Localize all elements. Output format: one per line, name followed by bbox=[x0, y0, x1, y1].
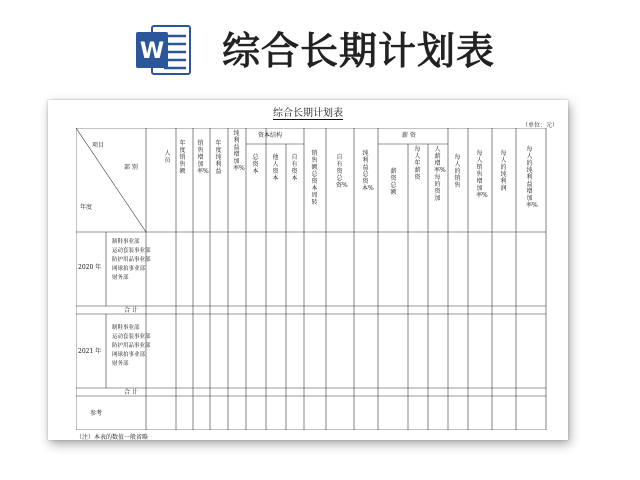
col-sales-growth-rate: 销售增加率% bbox=[197, 140, 209, 175]
list-item: 制鞋事业部 bbox=[112, 239, 140, 245]
word-icon bbox=[136, 24, 192, 76]
col-other-capital: 他人资本 bbox=[272, 154, 279, 182]
col-sales-growth-per-capita: 每人销售增加率% bbox=[476, 150, 488, 199]
col-total-salary: 薪资总额 bbox=[390, 168, 397, 196]
plan-table bbox=[76, 128, 566, 430]
total-label-2021: 合 计 bbox=[124, 389, 138, 396]
list-item: 网球拍事业部 bbox=[112, 266, 146, 272]
list-item: 制鞋事业部 bbox=[112, 325, 140, 331]
col-net-profit-growth-rate: 纯利益增加率% bbox=[233, 130, 245, 172]
col-own-capital: 自有资本 bbox=[291, 154, 298, 182]
list-item: 财务部 bbox=[112, 361, 129, 367]
department-header: 部 别 bbox=[124, 164, 138, 171]
list-item: 防护用品事业部 bbox=[112, 257, 151, 263]
dept-list-2021 bbox=[112, 324, 151, 369]
footnote: （注）本表的数值一般省略 bbox=[76, 434, 149, 441]
list-item: 运动套装事业部 bbox=[112, 248, 151, 254]
list-item: 网球拍事业部 bbox=[112, 352, 146, 358]
word-icon-letter: W bbox=[139, 39, 165, 64]
document-page bbox=[48, 100, 568, 440]
col-staff: 人员 bbox=[164, 150, 171, 164]
banner-title: 综合长期计划表 bbox=[222, 29, 496, 73]
dept-list-2020 bbox=[112, 238, 151, 283]
document-title: 综合长期计划表 bbox=[273, 108, 343, 119]
col-total-capital: 总资本 bbox=[252, 154, 259, 175]
list-item: 防护用品事业部 bbox=[112, 343, 151, 349]
col-sales-capital-turnover: 销售额总资本周转 bbox=[311, 150, 318, 206]
corner-year-label: 年度 bbox=[80, 204, 93, 211]
remarks-label: 参考 bbox=[90, 410, 103, 417]
list-item: 运动套装事业部 bbox=[112, 334, 151, 340]
col-per-capita-salary-growth: 人薪增率%每的资加 bbox=[434, 146, 446, 202]
corner-item-label: 项目 bbox=[92, 142, 105, 149]
list-item: 财务部 bbox=[112, 275, 129, 281]
banner bbox=[0, 0, 640, 100]
col-net-profit-growth-per-capita: 每人的纯利益增加率% bbox=[526, 146, 538, 209]
col-annual-sales: 年度销售额 bbox=[179, 140, 186, 175]
col-annual-net-profit: 年度纯利益 bbox=[215, 140, 222, 175]
total-label-2020: 合 计 bbox=[124, 307, 138, 314]
col-own-capital-ratio: 自有资总资% bbox=[336, 154, 348, 189]
unit-note: （单位：元） bbox=[521, 122, 558, 129]
col-per-capita-salary: 每人年薪资 bbox=[414, 146, 421, 181]
capital-structure-header: 资本结构 bbox=[258, 132, 283, 139]
col-net-profit-per-capita: 每人的纯利润 bbox=[500, 150, 507, 192]
col-sales-per-capita: 每人的销售 bbox=[454, 154, 461, 189]
year-2020-label: 2020 年 bbox=[78, 264, 102, 271]
col-net-profit-capital-ratio: 纯利益总资本% bbox=[362, 150, 374, 192]
year-2021-label: 2021 年 bbox=[78, 348, 102, 355]
salary-header: 薪 资 bbox=[402, 132, 416, 139]
